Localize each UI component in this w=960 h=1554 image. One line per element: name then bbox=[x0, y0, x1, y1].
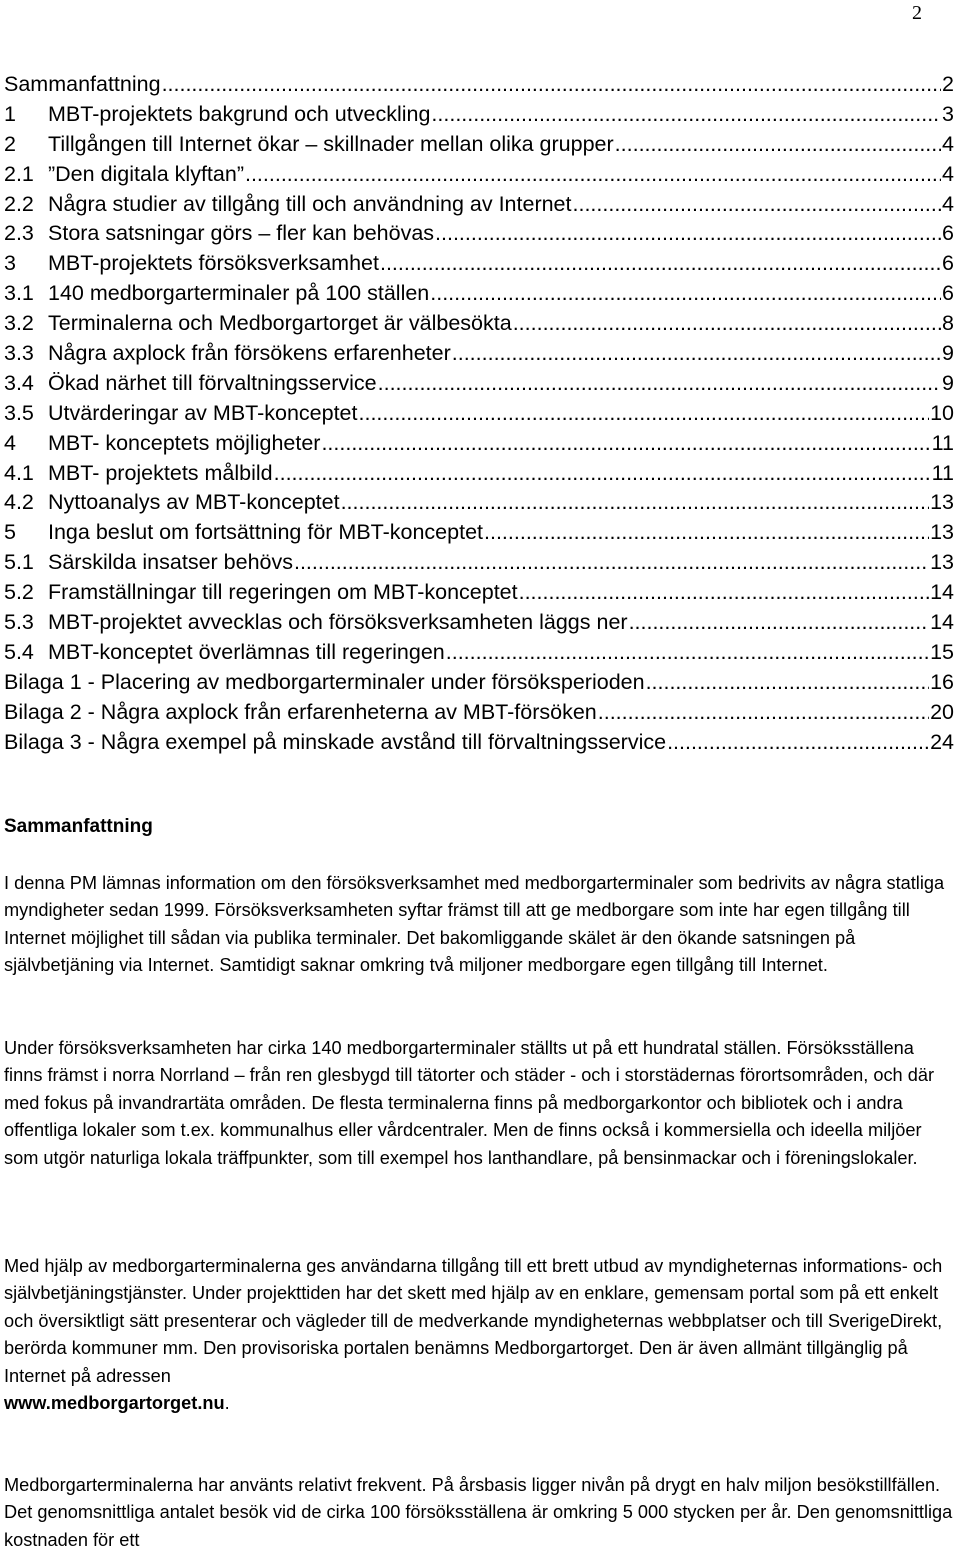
toc-entry[interactable] bbox=[4, 102, 954, 132]
toc-dot-leader bbox=[629, 610, 930, 635]
toc-entry-title: Inga beslut om fortsättning för MBT-konceptet bbox=[48, 520, 483, 545]
portal-url-link[interactable]: www.medborgartorget.nu bbox=[4, 1393, 225, 1414]
toc-dot-leader bbox=[446, 640, 929, 665]
toc-entry[interactable] bbox=[4, 580, 954, 610]
toc-dot-leader bbox=[667, 730, 929, 755]
toc-dot-leader bbox=[598, 700, 929, 725]
toc-entry-page: 15 bbox=[930, 639, 954, 664]
toc-entry[interactable] bbox=[4, 401, 954, 431]
toc-entry-title: Utvärderingar av MBT-konceptet bbox=[48, 400, 358, 425]
toc-entry-page: 13 bbox=[930, 490, 954, 515]
toc-dot-leader bbox=[435, 221, 941, 246]
toc-entry-title: Bilaga 2 - Några axplock från erfarenheterna av MBT-försöken bbox=[4, 699, 597, 724]
toc-entry-number: 4.1 bbox=[4, 460, 34, 485]
toc-entry-title: Stora satsningar görs – fler kan behövas bbox=[48, 221, 435, 246]
toc-entry-title: Bilaga 3 - Några exempel på minskade avstånd till förvaltningsservice bbox=[4, 729, 667, 754]
toc-entry-page: 9 bbox=[942, 370, 954, 395]
toc-entry-title: Sammanfattning bbox=[4, 72, 161, 96]
toc-entry-title: Terminalerna och Medborgartorget är välbesökta bbox=[48, 311, 512, 336]
summary-paragraph-2: Under försöksverksamheten har cirka 140 medborgarterminaler ställts ut på ett hundratal ställen. Försöksställena finns främst i norra Norrland – från ren glesbygd till tätorter och städer - och i storstädernas förortsområden, och där med fokus på invandrartäta områden. De flesta terminalerna finns på medborgarkontor och bibliotek och i andra offentliga lokaler som t.ex. kommunalhus eller vårdcentraler. Men de finns också i kommersiella och ideella miljöer som utgör naturliga lokala träffpunkter, som till exempel hos lanthandlare, på bensinmackar och i föreningslokaler. bbox=[4, 1038, 935, 1168]
toc-entry-title: MBT- konceptets möjligheter bbox=[48, 430, 321, 455]
toc-entry[interactable] bbox=[4, 72, 954, 102]
toc-entry-number: 5.4 bbox=[4, 639, 34, 664]
toc-entry[interactable] bbox=[4, 550, 954, 580]
toc-entry-page: 11 bbox=[931, 460, 954, 485]
toc-entry[interactable] bbox=[4, 520, 954, 550]
toc-entry[interactable] bbox=[4, 281, 954, 311]
summary-heading: Sammanfattning bbox=[4, 816, 153, 837]
toc-entry-page: 14 bbox=[930, 610, 954, 635]
toc-entry[interactable] bbox=[4, 132, 954, 162]
toc-dot-leader bbox=[359, 401, 930, 426]
table-of-contents bbox=[4, 72, 954, 759]
toc-entry-page: 24 bbox=[930, 729, 954, 754]
toc-entry-title: Framställningar till regeringen om MBT-konceptet bbox=[48, 580, 518, 605]
toc-entry-title: Särskilda insatser behövs bbox=[48, 550, 293, 575]
toc-entry-number: 2.3 bbox=[4, 221, 34, 246]
toc-dot-leader bbox=[274, 461, 931, 486]
toc-entry-page: 14 bbox=[930, 580, 954, 605]
toc-entry-number: 3 bbox=[4, 251, 16, 276]
summary-paragraph-1: I denna PM lämnas information om den försöksverksamhet med medborgarterminaler som bedrivits av några statliga myndigheter sedan 1999. Försöksverksamheten syftar främst till att ge medborgare som inte har egen tillgång till Internet möjlighet till sådan via publika terminaler. Det bakomliggande skälet är den ökande satsningen på självbetjäning via Internet. Samtidigt saknar omkring två miljoner medborgare egen tillgång till Internet. bbox=[4, 873, 945, 976]
toc-entry-title: Några axplock från försökens erfarenheter bbox=[48, 341, 451, 366]
toc-entry-number: 5.2 bbox=[4, 580, 34, 605]
paragraph-text: Med hjälp av medborgarterminalerna ges användarna tillgång till ett brett utbud av myndigheternas informations- och självbetjäningstjänster. Under projekttiden har det skett med hjälp av en enklare, gemensam portal som på ett enkelt och översiktligt sätt presenterar och vägleder till de medverkande myndigheternas webbplatser och till SverigeDirekt, berörda kommuner mm. Den provisoriska portalen benämns Medborgartorget. Den är även allmänt tillgänglig på Internet på adressen bbox=[4, 1256, 943, 1386]
toc-entry-page: 11 bbox=[931, 430, 954, 455]
toc-entry-number: 1 bbox=[4, 101, 16, 126]
toc-entry-page: 20 bbox=[930, 699, 954, 724]
toc-entry-page: 4 bbox=[942, 131, 954, 156]
toc-entry-number: 4 bbox=[4, 430, 16, 455]
toc-entry[interactable] bbox=[4, 341, 954, 371]
toc-entry-number: 3.2 bbox=[4, 311, 34, 336]
toc-entry-page: 3 bbox=[942, 101, 954, 126]
toc-entry-title: MBT- projektets målbild bbox=[48, 460, 273, 485]
toc-dot-leader bbox=[378, 371, 941, 396]
toc-entry-number: 5.3 bbox=[4, 610, 34, 635]
toc-entry[interactable] bbox=[4, 700, 954, 730]
toc-entry-page: 4 bbox=[942, 161, 954, 186]
toc-entry-page: 16 bbox=[930, 669, 954, 694]
toc-dot-leader bbox=[519, 580, 929, 605]
toc-entry-number: 3.4 bbox=[4, 370, 34, 395]
toc-entry[interactable] bbox=[4, 192, 954, 222]
toc-dot-leader bbox=[513, 311, 941, 336]
toc-entry-page: 10 bbox=[930, 400, 954, 425]
toc-entry-page: 13 bbox=[930, 550, 954, 575]
toc-dot-leader bbox=[321, 431, 930, 456]
toc-entry-title: MBT-projektet avvecklas och försöksverksamheten läggs ner bbox=[48, 610, 628, 635]
toc-entry-number: 2.2 bbox=[4, 191, 34, 216]
paragraph-end: . bbox=[224, 1393, 230, 1414]
toc-entry-title: Tillgången till Internet ökar – skillnader mellan olika grupper bbox=[48, 131, 614, 156]
toc-entry-title: MBT-projektets bakgrund och utveckling bbox=[48, 101, 431, 126]
toc-entry[interactable] bbox=[4, 251, 954, 281]
toc-dot-leader bbox=[380, 251, 941, 276]
toc-entry[interactable] bbox=[4, 640, 954, 670]
toc-dot-leader bbox=[573, 192, 942, 217]
toc-entry-number: 5 bbox=[4, 520, 16, 545]
toc-entry-page: 6 bbox=[942, 251, 954, 276]
toc-entry-number: 5.1 bbox=[4, 550, 34, 575]
toc-entry-page: 4 bbox=[942, 191, 954, 216]
toc-entry-page: 9 bbox=[942, 341, 954, 366]
toc-dot-leader bbox=[484, 520, 929, 545]
toc-entry-number: 3.5 bbox=[4, 400, 34, 425]
toc-entry[interactable] bbox=[4, 490, 954, 520]
toc-dot-leader bbox=[646, 670, 930, 695]
toc-entry-title: ”Den digitala klyftan” bbox=[48, 161, 244, 186]
toc-entry-title: Några studier av tillgång till och användning av Internet bbox=[48, 191, 572, 216]
toc-dot-leader bbox=[245, 162, 941, 187]
toc-entry-title: 140 medborgarterminaler på 100 ställen bbox=[48, 281, 430, 306]
toc-entry[interactable] bbox=[4, 670, 954, 700]
page-number: 2 bbox=[912, 2, 922, 24]
summary-paragraph-3 bbox=[4, 1253, 954, 1417]
toc-entry-title: Ökad närhet till förvaltningsservice bbox=[48, 370, 377, 395]
toc-dot-leader bbox=[615, 132, 941, 157]
toc-dot-leader bbox=[341, 490, 930, 515]
toc-entry-number: 3.3 bbox=[4, 341, 34, 366]
toc-dot-leader bbox=[431, 102, 941, 127]
toc-entry-number: 2 bbox=[4, 131, 16, 156]
toc-dot-leader bbox=[162, 72, 941, 97]
toc-entry-page: 2 bbox=[942, 72, 954, 96]
toc-entry-title: MBT-projektets försöksverksamhet bbox=[48, 251, 379, 276]
toc-dot-leader bbox=[294, 550, 929, 575]
toc-entry-page: 6 bbox=[942, 221, 954, 246]
toc-entry[interactable] bbox=[4, 610, 954, 640]
toc-entry-number: 3.1 bbox=[4, 281, 34, 306]
summary-paragraph-4: Medborgarterminalerna har använts relativt frekvent. På årsbasis ligger nivån på drygt en halv miljon besökstillfällen. Det genomsnittliga antalet besök vid de cirka 100 försöksställena är omkring 5 000 stycken per år. Den genomsnittliga kostnaden för ett bbox=[4, 1475, 953, 1550]
toc-entry-title: Bilaga 1 - Placering av medborgarterminaler under försöksperioden bbox=[4, 669, 645, 694]
toc-entry-title: Nyttoanalys av MBT-konceptet bbox=[48, 490, 340, 515]
toc-entry-title: MBT-konceptet överlämnas till regeringen bbox=[48, 639, 445, 664]
toc-entry-page: 13 bbox=[930, 520, 954, 545]
toc-entry-number: 2.1 bbox=[4, 161, 34, 186]
toc-entry[interactable] bbox=[4, 371, 954, 401]
toc-entry-page: 8 bbox=[942, 311, 954, 336]
toc-entry[interactable] bbox=[4, 431, 954, 461]
toc-dot-leader bbox=[452, 341, 941, 366]
toc-entry[interactable] bbox=[4, 461, 954, 491]
toc-entry[interactable] bbox=[4, 730, 954, 760]
toc-dot-leader bbox=[430, 281, 941, 306]
toc-entry[interactable] bbox=[4, 311, 954, 341]
toc-entry-page: 6 bbox=[942, 281, 954, 306]
toc-entry-number: 4.2 bbox=[4, 490, 34, 515]
toc-entry[interactable] bbox=[4, 221, 954, 251]
toc-entry[interactable] bbox=[4, 162, 954, 192]
